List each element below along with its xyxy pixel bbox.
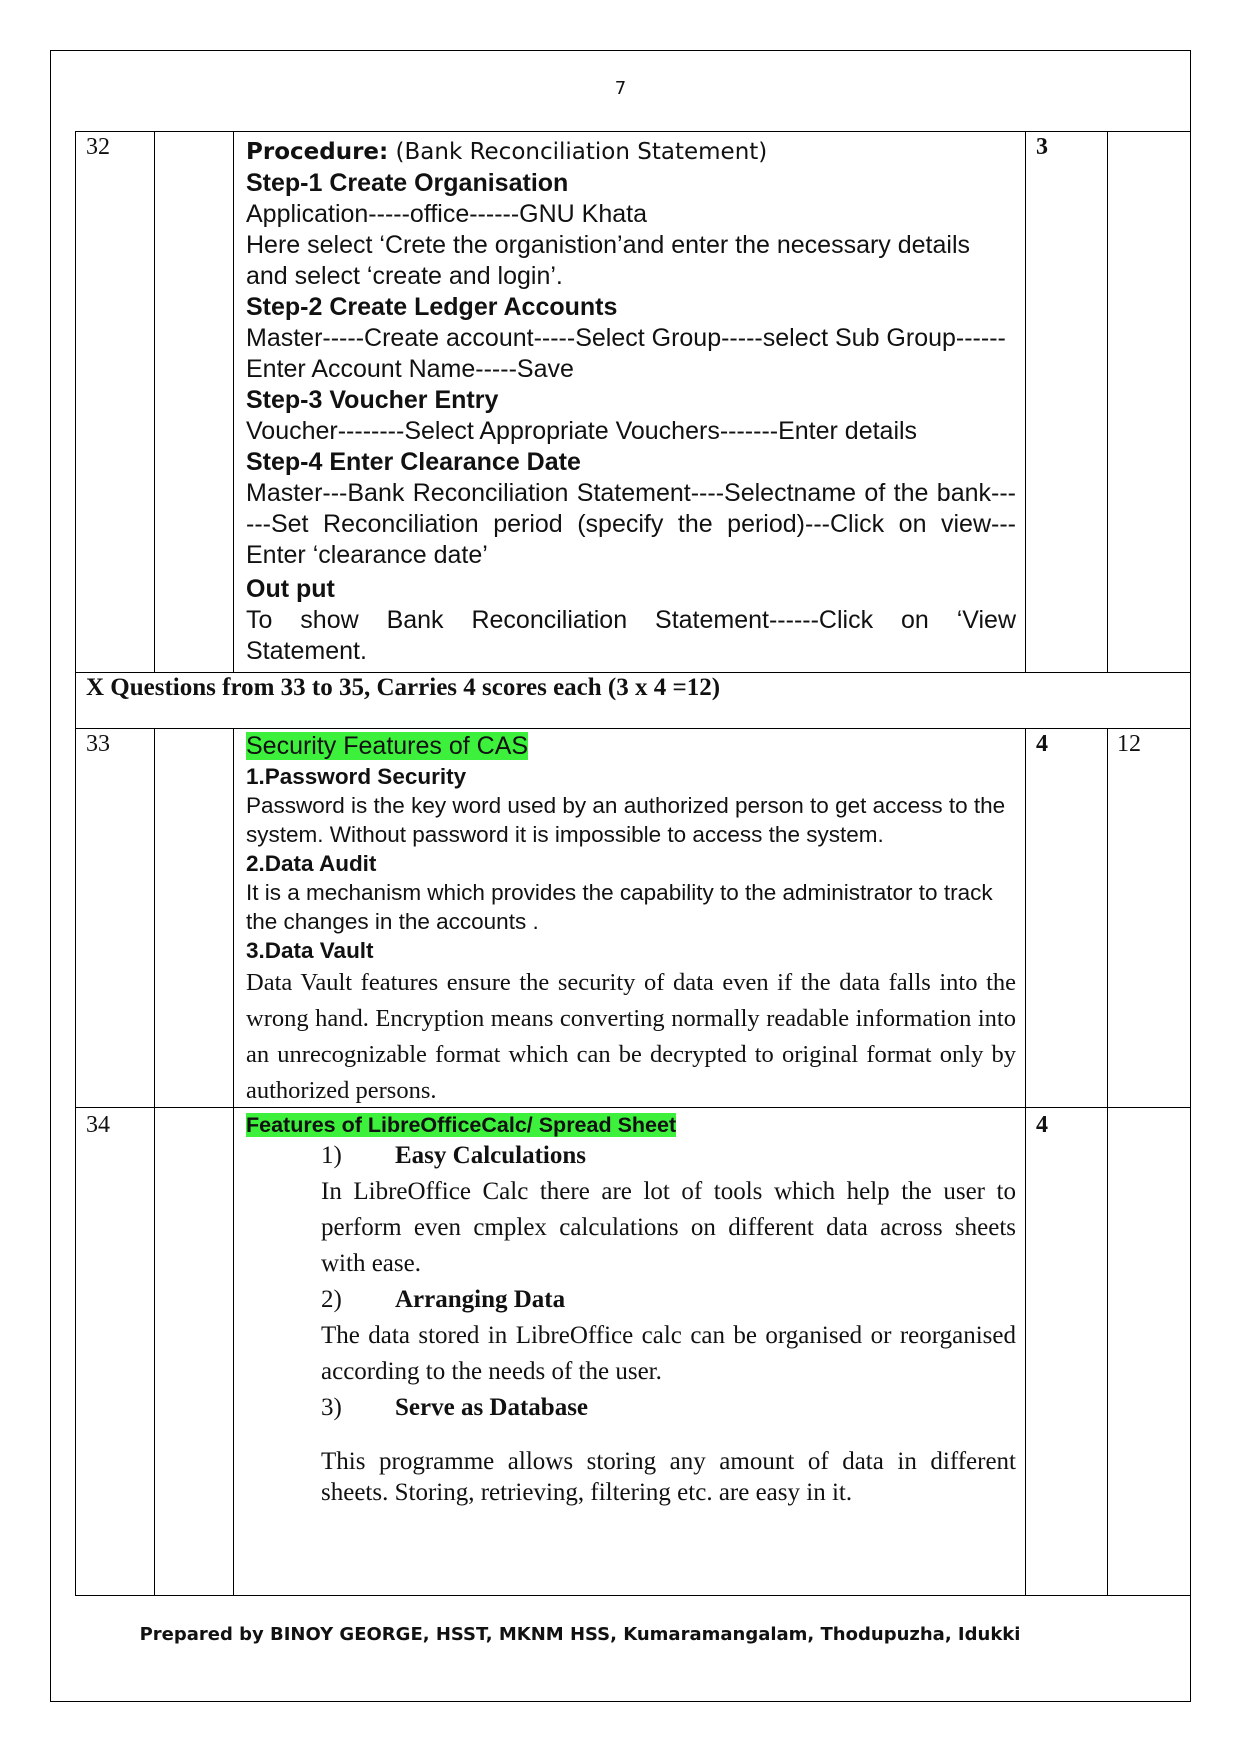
page-number: 7 <box>614 78 627 99</box>
q33-title-row <box>246 731 1016 762</box>
q34-title-row <box>246 1112 1016 1138</box>
column-divider <box>75 672 76 728</box>
procedure-heading <box>246 136 1016 168</box>
feature1-text: Password is the key word used by an authorized person to get access to the system. Without password it is impossible to access the system. <box>246 793 1006 847</box>
answer-33 <box>246 731 1016 1109</box>
column-divider <box>1025 131 1026 672</box>
step3-title: Step-3 Voucher Entry <box>246 386 499 414</box>
item1-title: Easy Calculations <box>395 1142 587 1169</box>
step1-line1: Application-----office------GNU Khata <box>246 200 648 228</box>
item2-title: Arranging Data <box>395 1286 566 1313</box>
column-divider <box>75 728 76 1595</box>
list-item <box>321 1138 1016 1174</box>
question-number: 34 <box>86 1112 110 1138</box>
procedure-label: Procedure: <box>246 139 389 165</box>
row-divider <box>75 672 1191 673</box>
step1-line2: Here select ‘Crete the organistion’and enter the necessary details and select ‘create and login’. <box>246 231 971 290</box>
column-divider <box>233 728 234 1595</box>
step4-text: Master---Bank Reconciliation Statement----Selectname of the bank------Set Reconciliation period (specify the period)---Click on view---Enter ‘clearance date’ <box>246 479 1016 569</box>
list-item <box>321 1282 1016 1318</box>
question-number: 33 <box>86 731 110 757</box>
question-mark: 4 <box>1036 1112 1048 1138</box>
output-title: Out put <box>246 575 335 603</box>
question-mark: 4 <box>1036 731 1048 757</box>
step2-title: Step-2 Create Ledger Accounts <box>246 293 618 321</box>
column-divider <box>1107 728 1108 1595</box>
column-divider <box>154 131 155 672</box>
column-divider <box>154 728 155 1595</box>
item1-text: In LibreOffice Calc there are lot of tools which help the user to perform even cmplex calculations on different data across sheets with ease. <box>321 1178 1016 1277</box>
feature1-title: 1.Password Security <box>246 764 467 789</box>
row-divider <box>75 728 1191 729</box>
table-top-border <box>75 131 1191 132</box>
procedure-title: (Bank Reconciliation Statement) <box>388 139 768 165</box>
feature3-title: 3.Data Vault <box>246 938 374 963</box>
table-bottom-border <box>75 1595 1191 1596</box>
item3-text: This programme allows storing any amount of data in different sheets. Storing, retrieving, filtering etc. are easy in it. <box>321 1448 1016 1506</box>
step4-title: Step-4 Enter Clearance Date <box>246 448 581 476</box>
item3-title: Serve as Database <box>395 1394 589 1421</box>
item2-text: The data stored in LibreOffice calc can be organised or reorganised according to the needs of the user. <box>321 1322 1016 1385</box>
list-item <box>321 1390 1016 1426</box>
question-number: 32 <box>86 134 110 160</box>
feature2-text: It is a mechanism which provides the capability to the administrator to track the changes in the accounts . <box>246 880 993 934</box>
answer-34 <box>246 1112 1016 1508</box>
section-heading: X Questions from 33 to 35, Carries 4 scores each (3 x 4 =12) <box>86 674 721 701</box>
item1-number: 1) <box>321 1142 342 1169</box>
feature3-text: Data Vault features ensure the security of data even if the data falls into the wrong hand. Encryption means converting normally readable information into an unrecognizable format which can be decrypted to original format only by authorized persons. <box>246 969 1016 1104</box>
feature2-title: 2.Data Audit <box>246 851 377 876</box>
item2-number: 2) <box>321 1286 342 1313</box>
q34-title: Features of LibreOfficeCalc/ Spread Sheet <box>246 1113 677 1137</box>
item3-number: 3) <box>321 1394 342 1421</box>
step1-title: Step-1 Create Organisation <box>246 169 569 197</box>
column-divider <box>233 131 234 672</box>
q33-title: Security Features of CAS <box>246 732 529 760</box>
output-text: To show Bank Reconciliation Statement------Click on ‘View Statement. <box>246 606 1016 665</box>
section-total: 12 <box>1117 731 1141 757</box>
footer-credit: Prepared by BINOY GEORGE, HSST, MKNM HSS, Kumaramangalam, Thodupuzha, Idukki <box>139 1624 1021 1645</box>
step3-text: Voucher--------Select Appropriate Vouchers-------Enter details <box>246 417 918 445</box>
answer-32 <box>246 136 1016 667</box>
column-divider <box>75 131 76 672</box>
column-divider <box>1107 131 1108 672</box>
step2-text: Master-----Create account-----Select Group-----select Sub Group------Enter Account Name-----Save <box>246 324 1006 383</box>
column-divider <box>1025 728 1026 1595</box>
question-mark: 3 <box>1036 134 1048 160</box>
